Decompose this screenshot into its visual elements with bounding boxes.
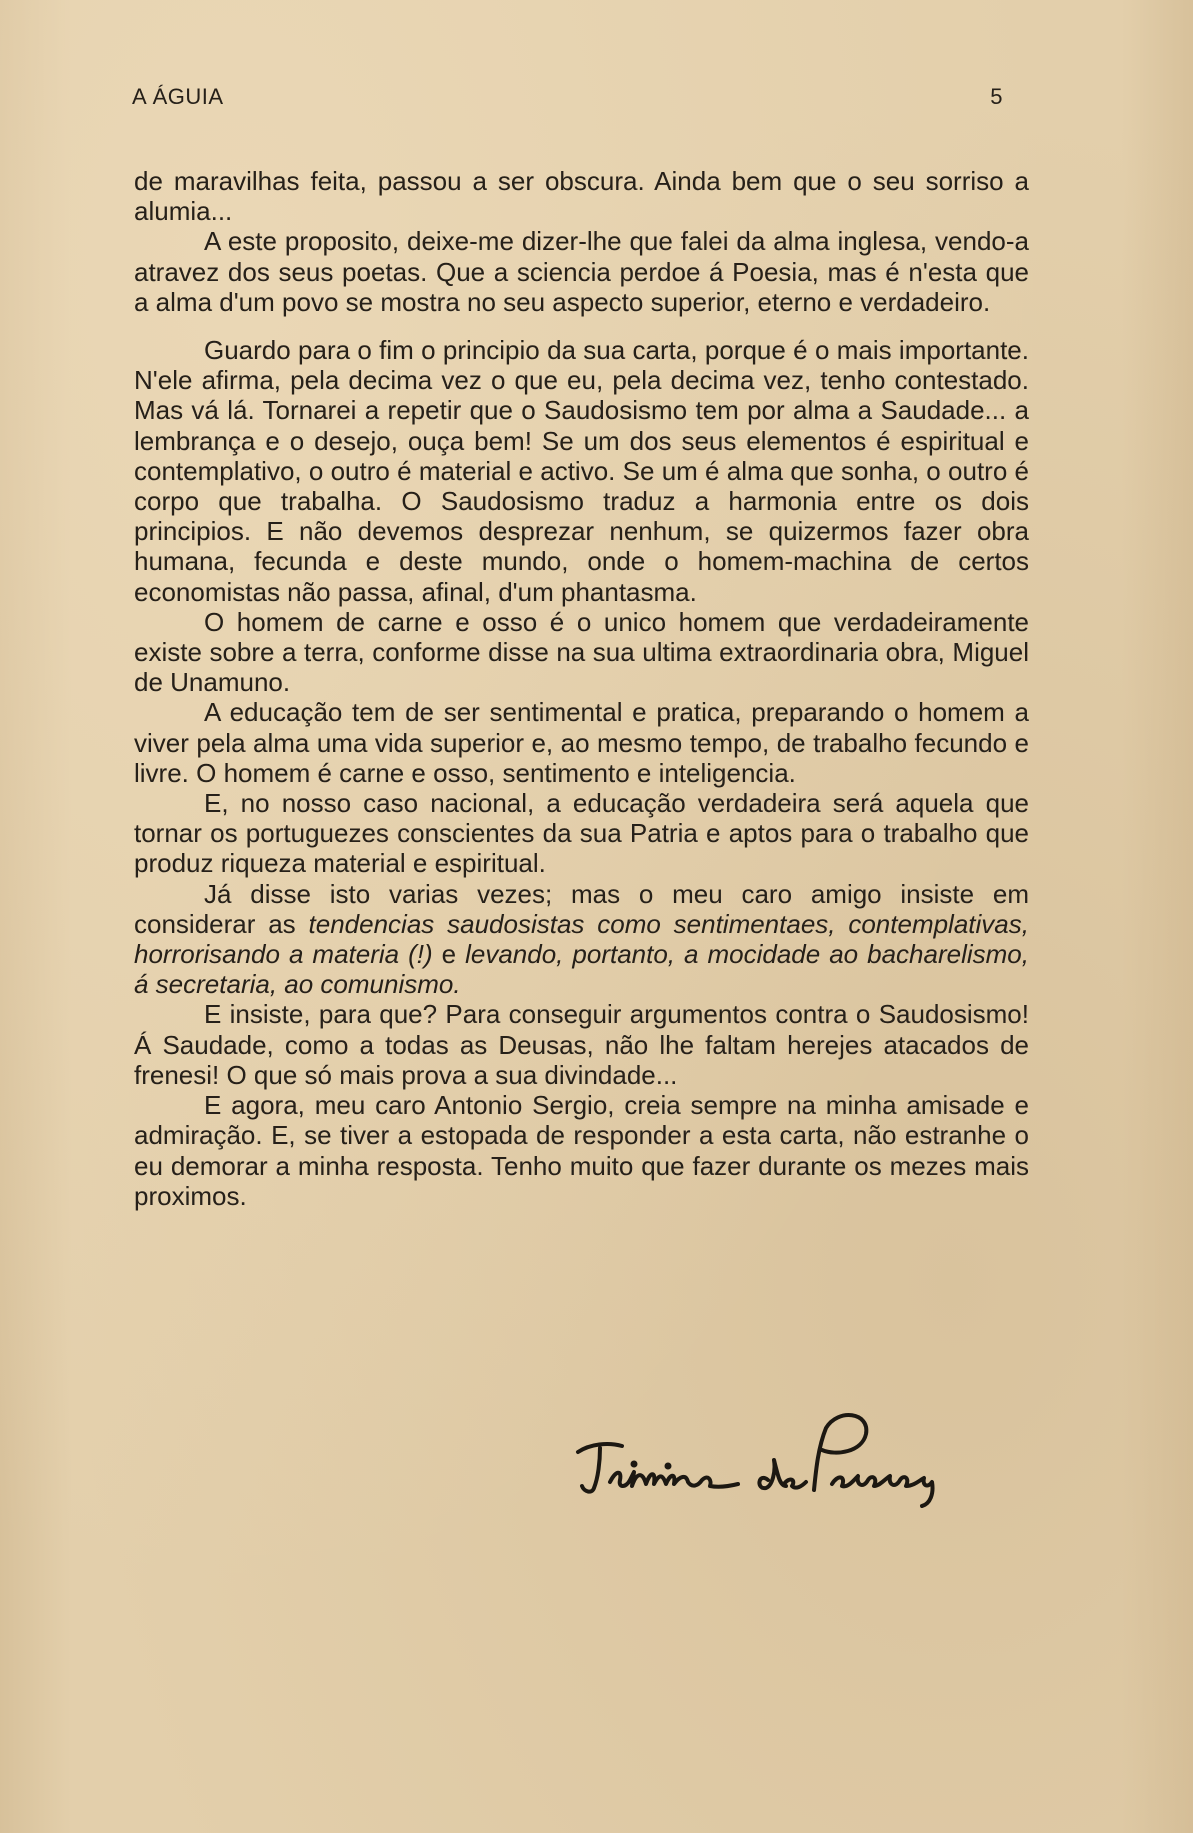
- quote-middle: e: [432, 939, 466, 970]
- quote-italic-2: levando, portanto, a mocidade ao bacharelismo, á secretaria, ao comunismo.: [134, 939, 1029, 1000]
- quote-italic-1: tendencias saudosistas como sentimentaes, contemplativas, horrorisando a materia (!): [134, 908, 1029, 970]
- paragraph: E, no nosso caso nacional, a educação verdadeira será aquela que tornar os portuguezes conscientes da sua Patria e aptos para o trabalho que produz riqueza material e espiritual.: [134, 788, 1029, 879]
- paragraph: Guardo para o fim o principio da sua carta, porque é o mais importante. N'ele afirma, pela decima vez o que eu, pela decima vez, tenho contestado. Mas vá lá. Tornarei a repetir que o Saudosismo tem por alma a Saudade... a lembrança e o desejo, ouça bem! Se um dos seus elementos é espiritual e contemplativo, o outro é material e activo. Se um é alma que sonha, o outro é corpo que trabalha. O Saudosismo traduz a harmonia entre os dois principios. E não devemos desprezar nenhum, se quizermos fazer obra humana, fecunda e deste mundo, onde o homem-machina de certos economistas não passa, afinal, d'um phantasma.: [134, 335, 1029, 607]
- paragraph: O homem de carne e osso é o unico homem que verdadeiramente existe sobre a terra, conforme disse na sua ultima extraordinaria obra, Miguel de Unamuno.: [134, 606, 1029, 698]
- signature-drawing: [570, 1400, 960, 1510]
- quoted-paragraph: [134, 879, 1029, 1000]
- quote-lead: Já disse isto varias vezes; mas o meu caro amigo insiste em considerar as: [134, 878, 1029, 939]
- paragraph: A educação tem de ser sentimental e pratica, preparando o homem a viver pela alma uma vida superior e, ao mesmo tempo, de trabalho fecundo e livre. O homem é carne e osso, sentimento e inteligencia.: [134, 697, 1029, 788]
- page-number: 5: [990, 84, 1003, 109]
- handwritten-signature: [570, 1400, 960, 1510]
- paragraph: A este proposito, deixe-me dizer-lhe que falei da alma inglesa, vendo-a atravez dos seus poetas. Que a sciencia perdoe á Poesia, mas é n'esta que a alma d'um povo se mostra no seu aspecto superior, eterno e verdadeiro.: [134, 226, 1029, 317]
- paragraph: E agora, meu caro Antonio Sergio, creia sempre na minha amisade e admiração. E, se tiver a estopada de responder a esta carta, não estranhe o eu demorar a minha resposta. Tenho muito que fazer durante os mezes mais proximos.: [134, 1090, 1029, 1211]
- paragraph: de maravilhas feita, passou a ser obscura. Ainda bem que o seu sorriso a alumia...: [134, 166, 1029, 227]
- journal-title: A ÁGUIA: [132, 84, 224, 109]
- letter-body: [134, 166, 1029, 1211]
- paragraph: E insiste, para que? Para conseguir argumentos contra o Saudosismo! Á Saudade, como a todas as Deusas, não lhe faltam herejes atacados de frenesi! O que só mais prova a sua divindade...: [134, 999, 1029, 1090]
- running-head: [132, 84, 1003, 114]
